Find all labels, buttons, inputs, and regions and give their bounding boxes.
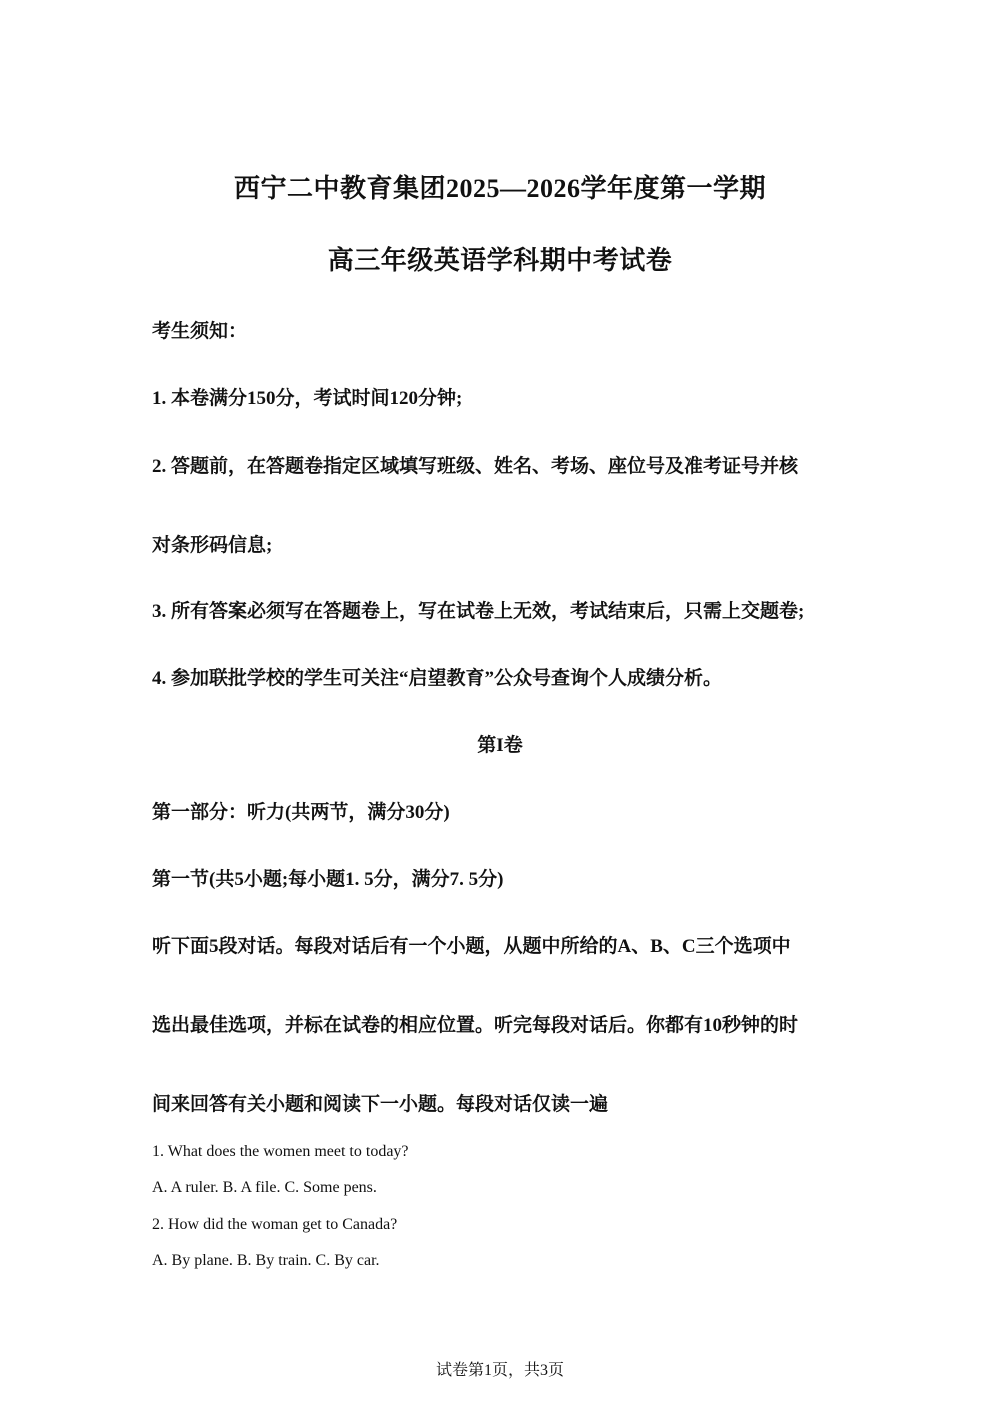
section-1-heading: 第一节(共5小题;每小题1. 5分，满分7. 5分) <box>152 869 504 890</box>
volume-label: 第I卷 <box>477 735 523 756</box>
question-2-options: A. By plane. B. By train. C. By car. <box>152 1252 380 1269</box>
instructions-line-3: 间来回答有关小题和阅读下一小题。每段对话仅读一遍 <box>152 1094 609 1115</box>
question-2-text: 2. How did the woman get to Canada? <box>152 1216 398 1233</box>
exam-title-line-2: 高三年级英语学科期中考试卷 <box>327 246 673 275</box>
notice-item-2-line-2: 对条形码信息; <box>152 535 273 556</box>
page-footer: 试卷第1页，共3页 <box>435 1362 564 1379</box>
notice-item-4: 4. 参加联批学校的学生可关注“启望教育”公众号查询个人成绩分析。 <box>152 668 723 689</box>
part-1-heading: 第一部分：听力(共两节，满分30分) <box>152 802 450 823</box>
notice-item-1: 1. 本卷满分150分，考试时间120分钟; <box>152 388 463 409</box>
notice-item-3: 3. 所有答案必须写在答题卷上，写在试卷上无效，考试结束后，只需上交题卷; <box>152 601 805 622</box>
instructions-line-1: 听下面5段对话。每段对话后有一个小题，从题中所给的A、B、C三个选项中 <box>152 936 791 957</box>
question-1-text: 1. What does the women meet to today? <box>152 1143 409 1160</box>
notice-heading: 考生须知： <box>152 321 248 342</box>
notice-item-2-line-1: 2. 答题前，在答题卷指定区域填写班级、姓名、考场、座位号及准考证号并核 <box>152 456 799 477</box>
question-1-options: A. A ruler. B. A file. C. Some pens. <box>152 1179 377 1196</box>
exam-title-line-1: 西宁二中教育集团2025—2026学年度第一学期 <box>233 174 766 203</box>
instructions-line-2: 选出最佳选项，并标在试卷的相应位置。听完每段对话后。你都有10秒钟的时 <box>152 1015 799 1036</box>
